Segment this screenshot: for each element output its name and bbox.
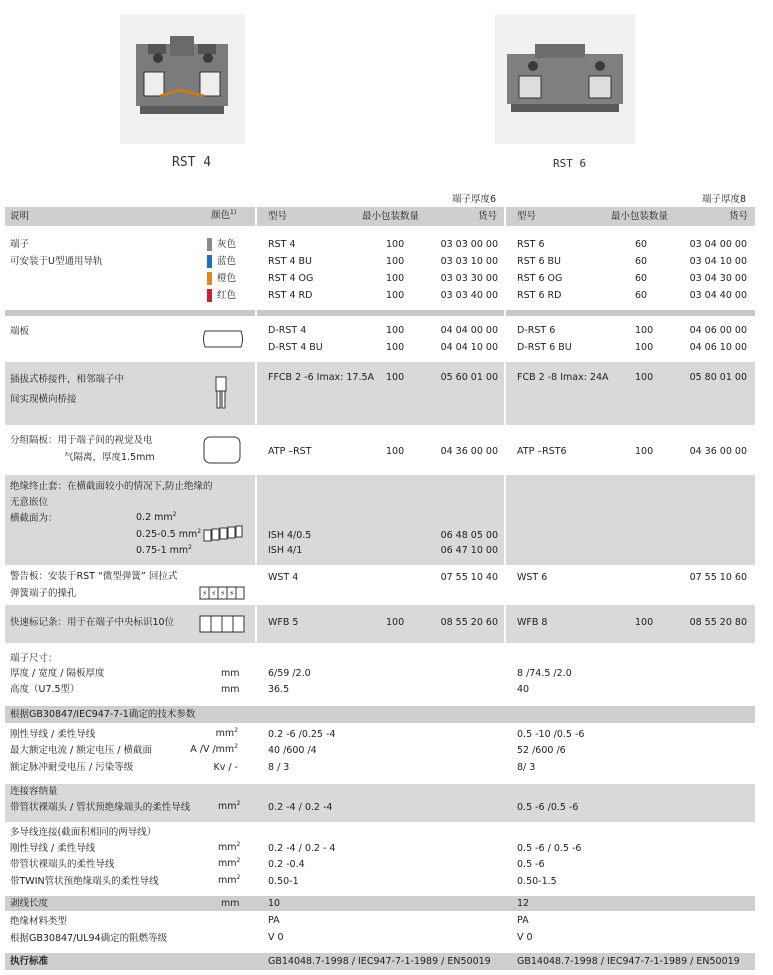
terminal-item-right-0: 03 04 00 00 <box>689 239 747 250</box>
multi-left-0: 0.2 -4 / 0.2 - 4 <box>268 843 336 854</box>
terminal-item-left-3: 03 03 40 00 <box>440 290 498 301</box>
endplate-icon <box>201 330 245 348</box>
color-swatch-blue <box>207 255 212 268</box>
dims-left-0: 6/59 /2.0 <box>268 668 311 679</box>
color-swatch-gray <box>207 238 212 251</box>
terminal-qty-right-0: 60 <box>635 239 648 250</box>
separator-item-left: 04 36 00 00 <box>440 446 498 457</box>
color-name-orange: 橙色 <box>217 273 237 284</box>
color-name-blue: 蓝色 <box>217 256 237 267</box>
marker-qty-right: 100 <box>635 617 654 628</box>
endplate-qty-right-0: 100 <box>635 325 654 336</box>
terminal-label: 端子 <box>10 239 30 250</box>
terminal-qty-left-0: 100 <box>386 239 405 250</box>
multi-right-0: 0.5 -6 / 0.5 -6 <box>517 843 582 854</box>
terminal-model-left-0: RST 4 <box>268 239 296 250</box>
color-swatch-red <box>207 289 212 302</box>
separator-sublabel: 气隔离，厚度1.5mm <box>64 452 155 463</box>
terminal-qty-right-1: 60 <box>635 256 648 267</box>
endplate-model-right-0: D-RST 6 <box>517 325 556 336</box>
marker-model-left: WFB 5 <box>268 617 299 628</box>
ferrule-model-1: ISH 4/1 <box>268 545 303 556</box>
rated-row-0: 刚性导线 / 柔性导线 <box>10 729 96 740</box>
separator-item-right: 04 36 00 00 <box>689 446 747 457</box>
thickness-label-left: 端子厚度6 <box>452 194 497 205</box>
rst6-terminal-illustration <box>495 14 635 144</box>
standard-left: GB14048.7-1998 / IEC947-7-1-1989 / EN50019 <box>268 956 491 967</box>
color-name-red: 红色 <box>217 290 237 301</box>
endplate-model-left-1: D-RST 4 BU <box>268 342 323 353</box>
header-model-left: 型号 <box>268 211 288 222</box>
terminal-model-right-1: RST 6 BU <box>517 256 561 267</box>
endplate-qty-left-1: 100 <box>386 342 405 353</box>
dims-unit-0: mm <box>221 668 240 679</box>
multi-right-2: 0.50-1.5 <box>517 876 557 887</box>
jumper-item-left: 05 60 01 00 <box>440 372 498 383</box>
ferrule-label: 绝缘终止套：在横截面较小的情况下,防止绝缘的 <box>10 481 213 492</box>
color-name-gray: 灰色 <box>217 239 237 250</box>
capacity-left: 0.2 -4 / 0.2 -4 <box>268 802 333 813</box>
jumper-qty-right: 100 <box>635 372 654 383</box>
separator-label: 分组隔板：用于端子间的视觉及电 <box>10 435 153 446</box>
multi-unit-0: $mm^2$ <box>218 840 241 853</box>
terminal-item-right-1: 03 04 10 00 <box>689 256 747 267</box>
material-right-0: PA <box>517 915 529 926</box>
warning-sublabel: 弹簧端子的操孔 <box>10 588 77 599</box>
terminal-qty-left-2: 100 <box>386 273 405 284</box>
rated-row-1: 最大额定电流 / 额定电压 / 横截面 <box>10 745 152 756</box>
terminal-model-left-1: RST 4 BU <box>268 256 312 267</box>
standard-right: GB14048.7-1998 / IEC947-7-1-1989 / EN50019 <box>517 956 740 967</box>
ferrule-item-1: 06 47 10 00 <box>440 545 498 556</box>
warning-item-left: 07 55 10 40 <box>440 572 498 583</box>
terminal-item-left-0: 03 03 00 00 <box>440 239 498 250</box>
dims-right-0: 8 /74.5 /2.0 <box>517 668 572 679</box>
svg-text:⚡: ⚡ <box>220 589 226 598</box>
capacity-row: 带管状裸端头 / 管状预绝缘端头的柔性导线 <box>10 802 191 813</box>
dims-right-1: 40 <box>517 684 530 695</box>
multi-left-2: 0.50-1 <box>268 876 299 887</box>
jumper-item-right: 05 80 01 00 <box>689 372 747 383</box>
terminal-model-right-0: RST 6 <box>517 239 545 250</box>
jumper-model-right: FCB 2 -8 Imax: 24A <box>517 372 609 383</box>
jumper-label: 插拔式桥接件，相邻端子中 <box>10 374 125 385</box>
header-item-right: 货号 <box>729 211 749 222</box>
separator-qty-right: 100 <box>635 446 654 457</box>
multi-unit-2: $mm^2$ <box>218 873 241 886</box>
material-right-1: V 0 <box>517 932 533 943</box>
marker-item-right: 08 55 20 80 <box>689 617 747 628</box>
strip-band <box>5 896 755 911</box>
multi-row-0: 刚性导线 / 柔性导线 <box>10 843 96 854</box>
marker-strip-icon <box>199 615 245 633</box>
multi-left-1: 0.2 -0.4 <box>268 859 305 870</box>
separator-qty-left: 100 <box>386 446 405 457</box>
rst4-terminal-illustration <box>120 14 245 144</box>
endplate-item-right-0: 04 06 00 00 <box>689 325 747 336</box>
marker-qty-left: 100 <box>386 617 405 628</box>
terminal-qty-right-3: 60 <box>635 290 648 301</box>
dims-unit-1: mm <box>221 684 240 695</box>
endplate-qty-left-0: 100 <box>386 325 405 336</box>
header-desc: 说明 <box>10 211 30 222</box>
jumper-sublabel: 间实现横向桥接 <box>10 394 77 405</box>
endplate-item-right-1: 04 06 10 00 <box>689 342 747 353</box>
endplate-model-left-0: D-RST 4 <box>268 325 307 336</box>
dims-label: 端子尺寸： <box>10 653 58 664</box>
ferrule-item-0: 06 48 05 00 <box>440 530 498 541</box>
material-row-0: 绝缘材料类型 <box>10 916 68 927</box>
terminal-item-left-1: 03 03 10 00 <box>440 256 498 267</box>
rst4-caption: RST 4 <box>172 155 212 170</box>
terminal-qty-left-1: 100 <box>386 256 405 267</box>
material-row-1: 根据GB30847/UL94确定的阻燃等级 <box>10 933 168 944</box>
ferrule-sublabel: 无意嵌位 <box>10 497 49 508</box>
header-color: 颜色$^{1)}$ <box>211 208 237 221</box>
terminal-sublabel: 可安装于U型通用导轨 <box>10 256 103 267</box>
ferrule-stop-icon <box>202 524 244 544</box>
rated-left-0: 0.2 -6 /0.25 -4 <box>268 729 336 740</box>
standard-label: 执行标准 <box>10 956 49 967</box>
multi-title: 多导线连接(截面积相同的两导线） <box>10 827 157 838</box>
strip-label: 剥线长度 <box>10 898 49 909</box>
rated-left-1: 40 /600 /4 <box>268 745 317 756</box>
strip-left: 10 <box>268 898 281 909</box>
header-item-left: 货号 <box>478 211 498 222</box>
header-minpack-right: 最小包装数量 <box>611 211 669 222</box>
header-minpack-left: 最小包装数量 <box>362 211 420 222</box>
dims-row-1: 高度（U7.5型） <box>10 684 80 695</box>
ferrule-size-0: 0.2 $mm^2$ <box>136 510 177 523</box>
ferrule-size-2: 0.75-1 $mm^2$ <box>136 543 192 556</box>
ferrule-cross-label: 横截面为： <box>10 513 58 524</box>
capacity-title: 连接容纳量 <box>10 786 58 797</box>
terminal-item-right-2: 03 04 30 00 <box>689 273 747 284</box>
rated-right-0: 0.5 -10 /0.5 -6 <box>517 729 585 740</box>
svg-text:⚡: ⚡ <box>229 589 235 598</box>
dims-row-0: 厚度 / 宽度 / 隔板厚度 <box>10 668 105 679</box>
color-swatch-orange <box>207 272 212 285</box>
strip-unit: mm <box>221 898 240 909</box>
rated-unit-1: A /V $/mm^2$ <box>190 742 238 755</box>
rated-unit-2: Kv / - <box>213 762 238 773</box>
rst6-caption: RST 6 <box>553 157 587 170</box>
terminal-model-left-3: RST 4 RD <box>268 290 313 301</box>
rated-left-2: 8 / 3 <box>268 762 290 773</box>
separator-icon <box>203 436 241 464</box>
endplate-qty-right-1: 100 <box>635 342 654 353</box>
multi-row-1: 带管状裸端头的柔性导线 <box>10 859 115 870</box>
endplate-item-left-1: 04 04 10 00 <box>440 342 498 353</box>
jumper-model-left: FFCB 2 -6 Imax: 17.5A <box>268 372 375 383</box>
multi-unit-1: $mm^2$ <box>218 856 241 869</box>
ferrule-model-0: ISH 4/0.5 <box>268 530 312 541</box>
terminal-model-left-2: RST 4 OG <box>268 273 314 284</box>
warning-model-left: WST 4 <box>268 572 299 583</box>
marker-item-left: 08 55 20 60 <box>440 617 498 628</box>
endplate-item-left-0: 04 04 00 00 <box>440 325 498 336</box>
thickness-label-right: 端子厚度8 <box>702 194 747 205</box>
dims-left-1: 36.5 <box>268 684 290 695</box>
warning-plate-icon <box>199 586 245 600</box>
jumper-qty-left: 100 <box>386 372 405 383</box>
rst6-product-image <box>495 14 635 144</box>
endplate-label: 端板 <box>10 326 30 337</box>
material-left-0: PA <box>268 915 280 926</box>
svg-text:⚡: ⚡ <box>202 589 208 598</box>
material-left-1: V 0 <box>268 932 284 943</box>
tech-title: 根据GB30847/IEC947-7-1确定的技术参数 <box>10 709 196 720</box>
separator-model-right: ATP –RST6 <box>517 446 567 457</box>
terminal-model-right-3: RST 6 RD <box>517 290 562 301</box>
marker-model-right: WFB 8 <box>517 617 548 628</box>
multi-row-2: 带TWIN管状预绝缘端头的柔性导线 <box>10 876 159 887</box>
ferrule-size-1: 0.25-0.5 $mm^2$ <box>136 527 202 540</box>
separator-model-left: ATP –RST <box>268 446 312 457</box>
jumper-icon <box>214 376 228 410</box>
warning-model-right: WST 6 <box>517 572 548 583</box>
rated-right-2: 8/ 3 <box>517 762 536 773</box>
marker-label: 快速标记条：用于在端子中央标识10位 <box>10 617 175 628</box>
terminal-item-right-3: 03 04 40 00 <box>689 290 747 301</box>
multi-right-1: 0.5 -6 <box>517 859 545 870</box>
endplate-model-right-1: D-RST 6 BU <box>517 342 572 353</box>
svg-text:⚡: ⚡ <box>211 589 217 598</box>
strip-right: 12 <box>517 898 530 909</box>
capacity-unit: $mm^2$ <box>218 799 241 812</box>
warning-label: 警告板：安装于RST “微型弹簧” 回拉式 <box>10 571 178 582</box>
capacity-right: 0.5 -6 /0.5 -6 <box>517 802 579 813</box>
rated-right-1: 52 /600 /6 <box>517 745 566 756</box>
warning-item-right: 07 55 10 60 <box>689 572 747 583</box>
terminal-qty-left-3: 100 <box>386 290 405 301</box>
terminal-item-left-2: 03 03 30 00 <box>440 273 498 284</box>
terminal-qty-right-2: 60 <box>635 273 648 284</box>
header-model-right: 型号 <box>517 211 537 222</box>
rated-unit-0: $mm^2$ <box>215 726 238 739</box>
rated-row-2: 额定脉冲耐受电压 / 污染等级 <box>10 762 134 773</box>
rst4-product-image <box>120 14 245 144</box>
terminal-model-right-2: RST 6 OG <box>517 273 563 284</box>
